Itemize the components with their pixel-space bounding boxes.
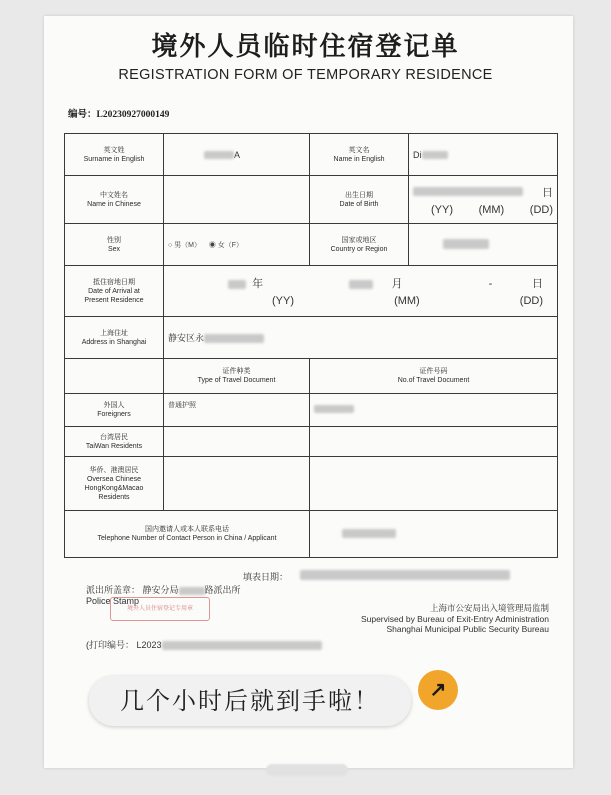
row-address (65, 317, 558, 359)
arrival-label: 抵住宿地日期 Date of Arrival at Present Residence (65, 266, 164, 317)
given-name-label: 英文名 Name in English (310, 134, 409, 176)
registration-table (64, 133, 558, 558)
document-number-header: 证件号码 No.of Travel Document (310, 359, 558, 394)
foreigners-document-type: 普通护照 (164, 394, 310, 427)
document-type-header: 证件种类 Type of Travel Document (164, 359, 310, 394)
form-title-chinese: 境外人员临时住宿登记单 (151, 32, 460, 62)
foreigners-label: 外国人 Foreigners (65, 394, 164, 427)
redacted-block (162, 641, 322, 650)
row-taiwan (65, 427, 558, 457)
country-value (409, 224, 558, 266)
foreigners-document-number (310, 394, 558, 427)
row-foreigners (65, 394, 558, 427)
redacted-block (443, 239, 489, 249)
row-english-name (65, 134, 558, 176)
dob-value: 日 (YY) (MM) (DD) (409, 176, 558, 224)
contact-label: 国内邀请人或本人联系电话 Telephone Number of Contact Person in China / Applicant (65, 511, 310, 558)
chinese-name-value (164, 176, 310, 224)
sex-options (164, 224, 310, 266)
given-name-value: Di (409, 134, 558, 176)
police-stamp: 境外人员住宿登记专用章 (110, 597, 210, 621)
document-header-blank (65, 359, 164, 394)
taiwan-document-type (164, 427, 310, 457)
redacted-block (413, 187, 523, 196)
fill-date-label: 填表日期： (243, 572, 289, 582)
dob-label: 出生日期 Date of Birth (310, 176, 409, 224)
police-stamp-label-en: Police Stamp (86, 596, 140, 606)
surname-label: 英文姓 Surname in English (65, 134, 164, 176)
chinese-name-label: 中文姓名 Name in Chinese (65, 176, 164, 224)
sex-label: 性别 Sex (65, 224, 164, 266)
row-sex-country (65, 224, 558, 266)
taiwan-label: 台湾居民 TaiWan Residents (65, 427, 164, 457)
surname-value: A (164, 134, 310, 176)
print-number: (打印编号： L2023 (86, 638, 322, 651)
arrow-up-right-icon[interactable]: ↗ (418, 670, 458, 710)
row-document-header (65, 359, 558, 394)
redacted-block (422, 151, 448, 159)
row-contact (65, 511, 558, 558)
redacted-block (349, 280, 373, 289)
arrival-value: 年 月 - 日 (YY) (MM) (DD) (164, 266, 558, 317)
overseas-document-type (164, 457, 310, 511)
caption-bubble: 几个小时后就到手啦！ (89, 676, 411, 726)
redacted-block (300, 570, 510, 580)
serial-number: 编号：L202309270001​49 (68, 110, 170, 120)
taiwan-document-number (310, 427, 558, 457)
overseas-label: 华侨、港澳居民 Oversea Chinese HongKong&Macao Residents (65, 457, 164, 511)
contact-value (310, 511, 558, 558)
address-label: 上海住址 Address in Shanghai (65, 317, 164, 359)
radio-male[interactable]: ○ 男（M） (168, 241, 202, 249)
supervised-by-block: 上海市公安局出入境管理局监制 Supervised by Bureau of Exit-Entry Administration Shanghai Municipal Public Security Bureau (360, 603, 549, 634)
form-title-english: REGISTRATION FORM OF TEMPORARY RESIDENCE (118, 67, 493, 83)
redacted-block (228, 280, 246, 289)
page-indicator (266, 764, 348, 776)
redacted-block (314, 405, 354, 413)
row-overseas (65, 457, 558, 511)
address-value: 静安区永 (164, 317, 558, 359)
row-chinese-name-dob (65, 176, 558, 224)
redacted-block (204, 151, 234, 159)
overseas-document-number (310, 457, 558, 511)
country-label: 国家或地区 Country or Region (310, 224, 409, 266)
row-arrival-date (65, 266, 558, 317)
redacted-block (342, 529, 396, 538)
redacted-block (204, 334, 264, 343)
police-stamp-line: 派出所盖章： 静安分局 路派出所 (86, 585, 241, 595)
redacted-block (179, 587, 205, 595)
fill-date-value (300, 569, 510, 580)
radio-female[interactable]: ◉ 女（F） (208, 241, 244, 249)
